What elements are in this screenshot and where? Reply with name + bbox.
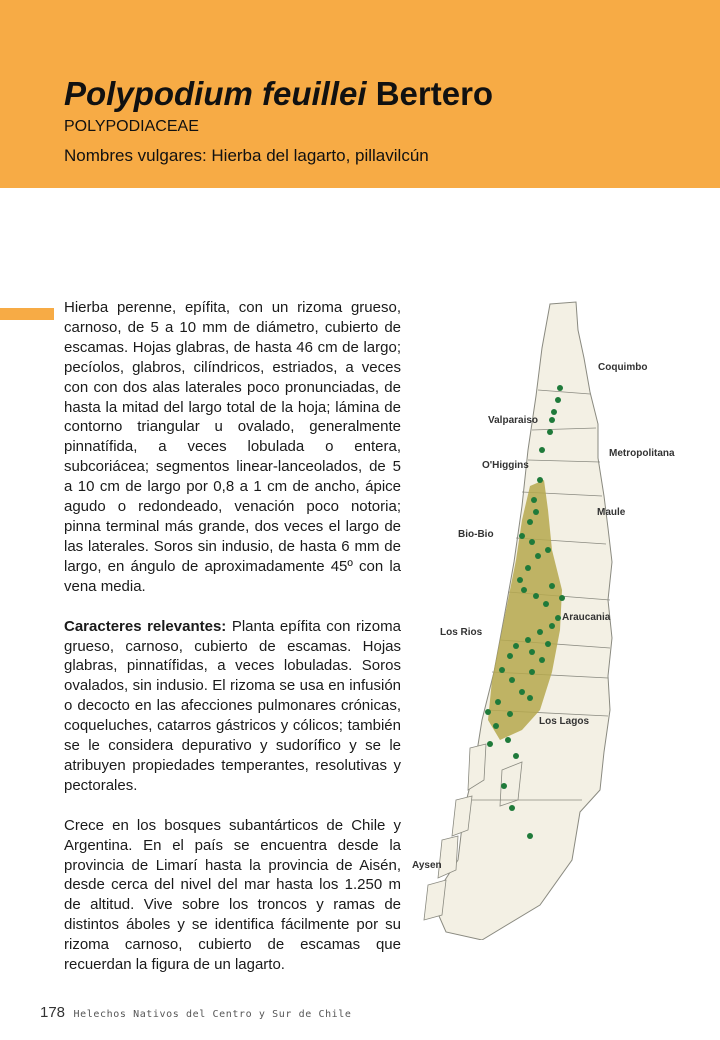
occurrence-point xyxy=(545,547,551,553)
occurrence-point xyxy=(549,623,555,629)
occurrence-point xyxy=(545,641,551,647)
occurrence-point xyxy=(557,385,563,391)
occurrence-point xyxy=(517,577,523,583)
map-label-araucania: Araucania xyxy=(562,612,611,623)
occurrence-point xyxy=(537,477,543,483)
occurrence-point xyxy=(513,643,519,649)
occurrence-point xyxy=(507,711,513,717)
occurrence-point xyxy=(533,593,539,599)
occurrence-point xyxy=(525,637,531,643)
occurrence-point xyxy=(527,695,533,701)
map-label-loslagos: Los Lagos xyxy=(539,716,590,727)
occurrence-point xyxy=(539,447,545,453)
occurrence-point xyxy=(513,753,519,759)
map-label-aysen: Aysen xyxy=(412,860,442,871)
occurrence-point xyxy=(555,615,561,621)
occurrence-point xyxy=(493,723,499,729)
distribution-map xyxy=(412,300,712,940)
occurrence-point xyxy=(509,677,515,683)
occurrence-point xyxy=(529,539,535,545)
occurrence-point xyxy=(519,689,525,695)
occurrence-point xyxy=(529,649,535,655)
relevant-label: Caracteres relevantes: xyxy=(64,617,227,635)
relevant-text: Planta epífita con rizoma grueso, carnoso, cubierto de escamas. Hojas glabras, pinnatífidas, a veces lobuladas. Soros ovalados, sin indusio. El rizoma se usa en infusión o decocto en las afecciones pulmonares crónicas, coqueluches, catarros gástricos y cólicos; también se le considera depurativo y sudorífico y se le atribuyen propiedades temperantes, resolutivas y pectorales. xyxy=(64,617,401,794)
occurrence-point xyxy=(519,533,525,539)
common-names: Nombres vulgares: Hierba del lagarto, pillavilcún xyxy=(64,146,429,165)
description-paragraph: Hierba perenne, epífita, con un rizoma grueso, carnoso, de 5 a 10 mm de diámetro, cubierto de escamas. Hojas glabras, de hasta 46 cm de largo; pecíolos, glabros, cilíndricos, estriados, a veces con con dos alas laterales poco pronunciadas, de hasta la mitad del largo total de la hoja; lámina de contorno triangular u ovalado, generalmente pinnatífida, a veces lobulada o entera, subcoriácea; segmentos linear-lanceolados, de 5 a 10 cm de largo por 0,8 a 1 cm de ancho, ápice agudo o redondeado, venación poco notoria; pinna terminal más grande, dos veces el largo de las laterales. Soros sin indusio, de hasta 6 mm de largo, en ángulo de aproximadamente 45º con la vena media. xyxy=(64,299,401,595)
occurrence-point xyxy=(525,565,531,571)
species-title xyxy=(64,72,493,116)
family-name: POLYPODIACEAE xyxy=(64,118,199,135)
map-label-biobio: Bio-Bio xyxy=(458,529,494,540)
occurrence-point xyxy=(559,595,565,601)
occurrence-point xyxy=(507,653,513,659)
occurrence-point xyxy=(551,409,557,415)
occurrence-point xyxy=(505,737,511,743)
occurrence-point xyxy=(485,709,491,715)
book-title: Helechos Nativos del Centro y Sur de Chile xyxy=(73,1009,352,1020)
occurrence-point xyxy=(521,587,527,593)
occurrence-point xyxy=(547,429,553,435)
occurrence-point xyxy=(529,669,535,675)
section-marker xyxy=(0,308,54,320)
occurrence-point xyxy=(555,397,561,403)
occurrence-point xyxy=(537,629,543,635)
occurrence-point xyxy=(535,553,541,559)
species-author: Bertero xyxy=(366,75,494,112)
occurrence-point xyxy=(543,601,549,607)
occurrence-point xyxy=(509,805,515,811)
occurrence-point xyxy=(539,657,545,663)
occurrence-point xyxy=(501,783,507,789)
occurrence-point xyxy=(549,583,555,589)
occurrence-point xyxy=(527,519,533,525)
occurrence-point xyxy=(527,833,533,839)
occurrence-point xyxy=(499,667,505,673)
distribution-paragraph: Crece en los bosques subantárticos de Chile y Argentina. En el país se encuentra desde la provincia de Limarí hasta la provincia de Aisén, desde cerca del nivel del mar hasta los 1.250 m de altitud. Vive sobre los troncos y ramas de distintos áboles y se identifica fácilmente por su rizoma carnoso, cubierto de escamas que recuerdan la figura de un lagarto. xyxy=(64,816,401,974)
map-label-valparaiso: Valparaiso xyxy=(488,415,539,426)
species-name: Polypodium feuillei xyxy=(64,75,367,112)
map-label-ohiggins: O'Higgins xyxy=(482,460,529,471)
map-label-maule: Maule xyxy=(597,507,626,518)
occurrence-point xyxy=(549,417,555,423)
body-text xyxy=(64,298,401,995)
occurrence-point xyxy=(533,509,539,515)
occurrence-point xyxy=(531,497,537,503)
map-label-coquimbo: Coquimbo xyxy=(598,362,648,373)
relevant-paragraph xyxy=(64,617,401,796)
page-number: 178 xyxy=(40,1004,66,1021)
map-label-losrios: Los Rios xyxy=(440,627,483,638)
header-band xyxy=(0,0,720,188)
occurrence-point xyxy=(495,699,501,705)
occurrence-point xyxy=(487,741,493,747)
map-label-metropolitana: Metropolitana xyxy=(609,448,675,459)
footer xyxy=(40,1004,352,1022)
